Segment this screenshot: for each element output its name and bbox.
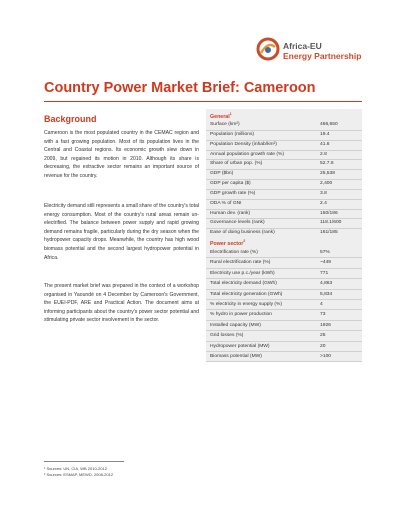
table-row [206, 279, 362, 289]
general-panel [206, 109, 362, 239]
row-value: >100 [320, 353, 332, 359]
row-label: Electrification rate (%) [210, 250, 258, 255]
row-label: Total electricity generation (GWh) [210, 291, 283, 297]
logo-line1: Africa-EU [283, 41, 322, 51]
general-heading [206, 109, 362, 121]
power-heading [206, 236, 362, 248]
row-label: Hydropower potential (MW) [210, 343, 270, 349]
row-value: 19.4 [320, 131, 330, 137]
row-label: Population (millions) [210, 131, 255, 137]
table-row [206, 248, 362, 258]
row-value: 41.6 [320, 141, 330, 147]
table-row [206, 321, 362, 331]
table-row [206, 352, 362, 362]
row-label: Population Density (inhab/km²) [210, 141, 277, 147]
row-value: 3.8 [320, 190, 327, 196]
row-value: 4,863 [320, 281, 333, 287]
row-label: Installed capacity (MW) [210, 322, 261, 328]
power-sector-panel [206, 236, 362, 362]
table-row [206, 131, 362, 141]
power-heading-text: Power sector [210, 240, 244, 247]
row-label: GDP growth rate (%) [210, 190, 256, 196]
table-row [206, 170, 362, 180]
table-row [206, 300, 362, 310]
row-value: 5,834 [320, 291, 333, 297]
row-value: 150/186 [320, 210, 338, 216]
row-value: 118.1/600 [320, 220, 342, 226]
row-label: Biomass potential (MW) [210, 353, 262, 359]
table-row [206, 180, 362, 190]
logo-emblem-icon [256, 37, 280, 61]
row-value: 4 [320, 301, 323, 307]
row-label: Annual population growth rate (%) [210, 151, 284, 157]
footnote-1: ¹ Sources: UN, CIA, WB 2010-2012 [44, 466, 107, 471]
row-label: Rural electrification rate (%) [210, 260, 271, 266]
row-value: 2.4 [320, 200, 327, 206]
table-row [206, 141, 362, 151]
general-heading-text: General [210, 113, 230, 120]
row-value: 52.7.6 [320, 161, 334, 167]
table-row [206, 258, 362, 268]
row-value: 2.8 [320, 151, 327, 157]
background-paragraph-3: The present market brief was prepared in the context of a workshop organised in Yaoundé on 4 December by Cameroon's Government, the EUEI-PDF, ARE and Practical Action. The document aims at informing participants about the country's power sector potential and stimulating private sector involvement in the sector. [44, 283, 199, 324]
row-value: 2,400 [320, 181, 333, 187]
table-row [206, 151, 362, 161]
logo-line2: Energy Partnership [283, 51, 362, 61]
row-value: ~449 [320, 260, 332, 266]
table-row [206, 219, 362, 229]
footnote-divider [44, 461, 124, 462]
table-row [206, 290, 362, 300]
row-label: Share of urban pop. (%) [210, 161, 263, 167]
row-label: Governance levels (rank) [210, 220, 265, 226]
row-label: Ease of doing business (rank) [210, 230, 275, 236]
row-label: GDP ($bn) [210, 171, 234, 177]
power-table [206, 248, 362, 362]
row-value: 771 [320, 270, 329, 276]
table-row [206, 310, 362, 320]
row-label: Human dev. (rank) [210, 210, 251, 216]
general-table [206, 121, 362, 239]
background-heading: Background [44, 114, 97, 124]
row-label: % electricity in energy supply (%) [210, 301, 283, 307]
row-value: 1926 [320, 322, 331, 328]
background-paragraph-2: Electricity demand still represents a small share of the country's total energy consumption. Most of the country's rural areas remain un-electrified. The balance between power supply and rapid growing demand remains fragile, particularly during the dry season when the hydropower capacity drops. Meanwhile, the country has high wood biomass potential and the second largest hydropower potential in Africa. [44, 203, 199, 261]
row-value: 25 [320, 333, 326, 339]
row-label: ODA % of GNI [210, 200, 242, 206]
row-label: Grid losses (%) [210, 333, 244, 339]
general-footnote-ref: 1 [229, 112, 232, 116]
table-row [206, 160, 362, 170]
row-label: % hydro in power production [210, 312, 272, 318]
row-value: 466,650 [320, 122, 338, 127]
page-title: Country Power Market Brief: Cameroon [44, 80, 316, 96]
title-divider [44, 101, 362, 102]
row-value: 73 [320, 312, 326, 318]
row-label: Electricity use p.c./year (kWh) [210, 270, 275, 276]
row-label: Total electricity demand (GWh) [210, 281, 277, 287]
row-label: GDP per capita ($) [210, 181, 251, 187]
row-value: 161/185 [320, 230, 338, 236]
power-footnote-ref: 2 [243, 239, 246, 243]
row-value: 57% [320, 250, 330, 255]
row-value: 20 [320, 343, 326, 349]
table-row [206, 200, 362, 210]
table-row [206, 342, 362, 352]
table-row [206, 121, 362, 131]
row-label: Surface (km²) [210, 122, 240, 127]
table-row [206, 331, 362, 341]
row-value: 25,538 [320, 171, 335, 177]
background-paragraph-1: Cameroon is the most populated country in the CEMAC region and with a fast growing population. Most of its population lives in the Central and Coastal regions. Its economic growth slew down in 2009, but regained its motion in 2010. Although its share is decreasing, the extractive sector remains an important source of revenue for the country. [44, 130, 199, 179]
africa-eu-logo [256, 37, 371, 67]
footnote-2: ² Sources: ESMAP, MEWD, 2008-2012 [44, 472, 114, 477]
table-row [206, 190, 362, 200]
table-row [206, 269, 362, 279]
table-row [206, 210, 362, 220]
